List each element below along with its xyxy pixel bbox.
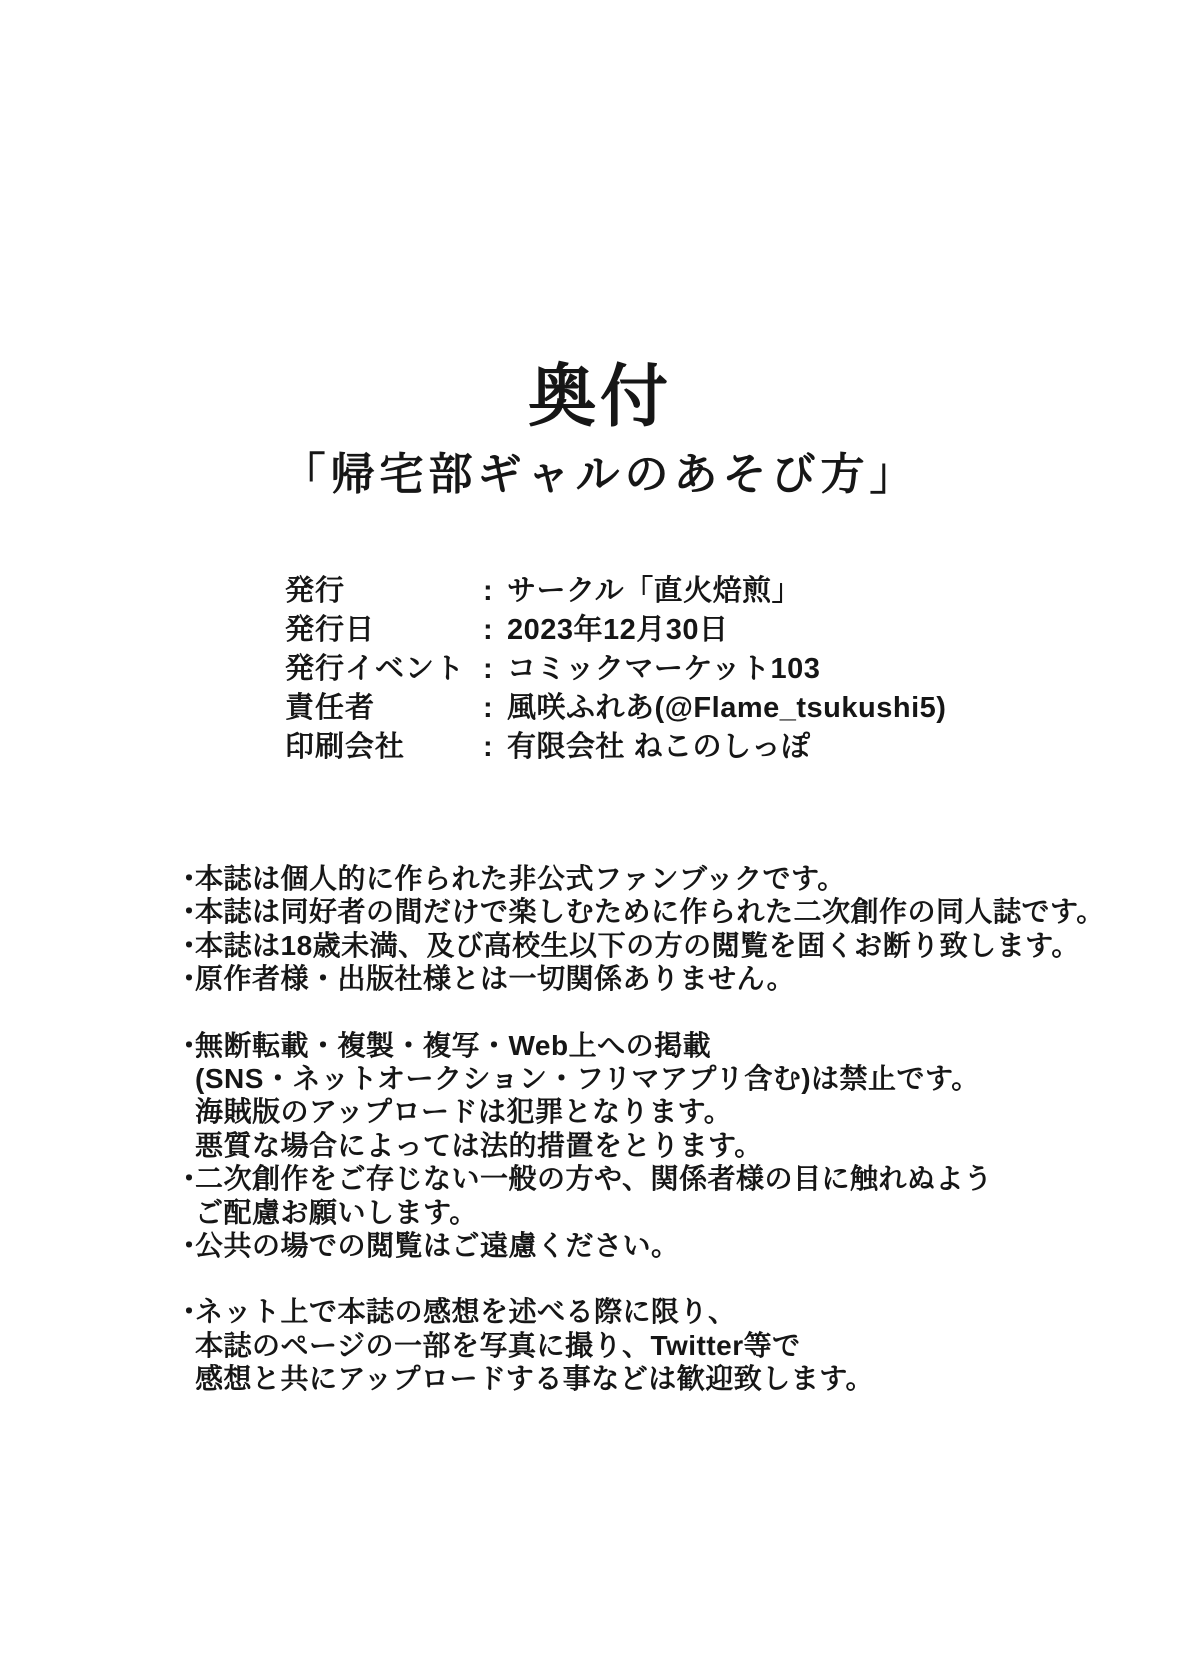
notice-line [182,1062,1105,1095]
notice-line [182,862,1105,895]
bullet: ･ [182,1029,197,1061]
notice-line [182,1295,1105,1328]
publication-row-date [285,611,946,650]
bullet [182,1095,195,1128]
bullet [182,1196,195,1229]
notice-text: 本誌は個人的に作られた非公式ファンブックです。 [195,863,846,894]
notice-line [182,962,1105,995]
notice-text: ご配慮お願いします。 [195,1196,478,1228]
notice-line [182,1162,1105,1195]
notice-text: 公共の場での閲覧はご遠慮ください。 [195,1230,680,1262]
bullet [182,1062,195,1095]
publication-row-publisher [285,572,946,611]
notice-text: 海賊版のアップロードは犯罪となります。 [195,1096,733,1128]
bullet [182,1362,195,1395]
notice-line [182,1329,1105,1362]
notice-group-disclaimer [182,862,1105,996]
publication-value: 有限会社 ねこのしっぽ [507,731,811,763]
bullet [182,1129,195,1162]
notice-text: 無断転載・複製・複写・Web上への掲載 [195,1029,712,1061]
notice-text: 二次創作をご存じない一般の方や、関係者様の目に触れぬよう [195,1163,993,1195]
notice-text: 原作者様・出版社様とは一切関係ありません。 [195,963,796,995]
publication-label: 印刷会社 [285,731,406,763]
book-title: 「帰宅部ギャルのあそび方」 [281,450,919,499]
publication-row-printer [285,728,946,767]
bullet: ･ [182,1296,197,1328]
bullet: ･ [182,1230,197,1262]
bullet [182,1329,195,1362]
notice-text: 本誌のページの一部を写真に撮り、Twitter等で [195,1329,801,1361]
notice-line [182,1129,1105,1162]
publication-value: サークル「直火焙煎」 [507,575,802,607]
bullet: ･ [182,896,197,928]
notices [182,862,1105,1429]
publication-value: 風咲ふれあ(@Flame_tsukushi5) [507,692,947,724]
bullet: ･ [182,929,197,961]
publication-row-responsible [285,689,946,728]
notice-line [182,929,1105,962]
notice-text: 本誌は同好者の間だけで楽しむために作られた二次創作の同人誌です。 [195,896,1105,928]
publication-value: コミックマーケット103 [507,653,821,685]
notice-line [182,1362,1105,1395]
publication-separator: : [483,731,493,763]
publication-separator: : [483,575,493,607]
notice-text: 悪質な場合によっては法的措置をとります。 [195,1129,763,1161]
publication-separator: : [483,653,493,685]
notice-text: 感想と共にアップロードする事などは歓迎致します。 [195,1363,874,1395]
notice-line [182,1196,1105,1229]
bullet: ･ [182,963,197,995]
notice-line [182,1029,1105,1062]
publication-row-event [285,650,946,689]
publication-label: 発行イベント [285,653,466,685]
notice-line [182,895,1105,928]
notice-line [182,1095,1105,1128]
publication-label: 責任者 [285,692,376,724]
publication-separator: : [483,692,493,724]
notice-line [182,1229,1105,1262]
notice-group-prohibition [182,1029,1105,1263]
publication-value: 2023年12月30日 [507,614,729,646]
notice-group-sharing [182,1295,1105,1395]
page-title: 奥付 [527,359,672,435]
publication-separator: : [483,614,493,646]
publication-details [285,572,946,767]
notice-text: ネット上で本誌の感想を述べる際に限り、 [195,1296,737,1328]
bullet: ･ [182,1163,197,1195]
notice-text: 本誌は18歳未満、及び高校生以下の方の閲覧を固くお断り致します。 [195,929,1080,961]
publication-label: 発行日 [285,614,376,646]
bullet: ･ [182,863,197,894]
publication-label: 発行 [285,575,346,607]
notice-text: (SNS・ネットオークション・フリマアプリ含む)は禁止です。 [195,1063,980,1095]
